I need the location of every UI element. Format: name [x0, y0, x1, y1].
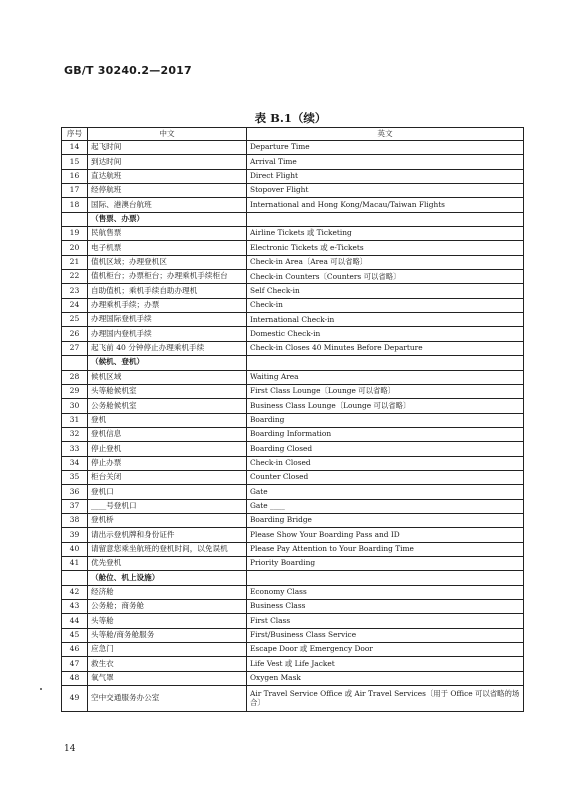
table-row [62, 141, 524, 155]
table-row [62, 341, 524, 355]
chinese-term: 请出示登机牌和身份证件 [88, 528, 247, 542]
table-row [62, 585, 524, 599]
table-row [62, 485, 524, 499]
table-row [62, 255, 524, 269]
english-term: Business Class Lounge〔Lounge 可以省略〕 [247, 399, 524, 413]
english-term: International Check-in [247, 313, 524, 327]
scan-mark [40, 688, 42, 690]
row-number: 38 [62, 513, 88, 527]
row-number: 40 [62, 542, 88, 556]
chinese-term: 空中交通服务办公室 [88, 686, 247, 712]
chinese-term: 头等舱 [88, 614, 247, 628]
english-term [247, 212, 524, 226]
chinese-term: （舱位、机上设施） [88, 571, 247, 585]
table-row [62, 227, 524, 241]
chinese-term: ____号登机口 [88, 499, 247, 513]
chinese-term: 停止登机 [88, 442, 247, 456]
row-number: 49 [62, 686, 88, 712]
table-row [62, 513, 524, 527]
english-term: Oxygen Mask [247, 671, 524, 685]
english-term: Priority Boarding [247, 556, 524, 570]
document-code: GB/T 30240.2—2017 [64, 64, 192, 77]
table-row [62, 528, 524, 542]
english-term: Boarding Closed [247, 442, 524, 456]
table-row [62, 384, 524, 398]
chinese-term: 头等舱/商务舱服务 [88, 628, 247, 642]
chinese-term: （售票、办票） [88, 212, 247, 226]
row-number: 16 [62, 169, 88, 183]
row-number: 29 [62, 384, 88, 398]
english-term: Direct Flight [247, 169, 524, 183]
chinese-term: 办理乘机手续；办票 [88, 298, 247, 312]
row-number: 34 [62, 456, 88, 470]
english-term: International and Hong Kong/Macau/Taiwan Flights [247, 198, 524, 212]
row-number: 22 [62, 270, 88, 284]
table-row [62, 643, 524, 657]
chinese-term: 国际、港澳台航班 [88, 198, 247, 212]
english-term: Gate [247, 485, 524, 499]
english-term: Economy Class [247, 585, 524, 599]
chinese-term: 头等舱候机室 [88, 384, 247, 398]
english-term: Check-in Area〔Area 可以省略〕 [247, 255, 524, 269]
chinese-term: 公务舱；商务舱 [88, 600, 247, 614]
english-term [247, 571, 524, 585]
table-row [62, 169, 524, 183]
chinese-term: 候机区域 [88, 370, 247, 384]
table-row [62, 327, 524, 341]
row-number [62, 356, 88, 370]
column-header-english: 英文 [247, 128, 524, 141]
table-row [62, 198, 524, 212]
table-row [62, 427, 524, 441]
table-row [62, 442, 524, 456]
table-row [62, 155, 524, 169]
row-number [62, 571, 88, 585]
english-term: Arrival Time [247, 155, 524, 169]
table-header-row [62, 128, 524, 141]
chinese-term: 登机信息 [88, 427, 247, 441]
table-row [62, 241, 524, 255]
row-number: 25 [62, 313, 88, 327]
english-term: Waiting Area [247, 370, 524, 384]
chinese-term: 优先登机 [88, 556, 247, 570]
english-term: Boarding Bridge [247, 513, 524, 527]
table-row [62, 556, 524, 570]
chinese-term: 柜台关闭 [88, 470, 247, 484]
chinese-term: 自助值机；乘机手续自助办理机 [88, 284, 247, 298]
english-term: Self Check-in [247, 284, 524, 298]
row-number: 28 [62, 370, 88, 384]
table-row [62, 313, 524, 327]
row-number: 44 [62, 614, 88, 628]
chinese-term: 公务舱候机室 [88, 399, 247, 413]
row-number: 41 [62, 556, 88, 570]
table-row [62, 600, 524, 614]
table-row [62, 284, 524, 298]
english-term: Check-in Counters〔Counters 可以省略〕 [247, 270, 524, 284]
row-number: 45 [62, 628, 88, 642]
row-number: 46 [62, 643, 88, 657]
english-term: Business Class [247, 600, 524, 614]
english-term: Escape Door 或 Emergency Door [247, 643, 524, 657]
english-term: Electronic Tickets 或 e-Tickets [247, 241, 524, 255]
english-term: Departure Time [247, 141, 524, 155]
row-number: 43 [62, 600, 88, 614]
english-term: Air Travel Service Office 或 Air Travel Services〔用于 Office 可以省略的场合〕 [247, 686, 524, 712]
english-term: Check-in Closes 40 Minutes Before Departure [247, 341, 524, 355]
chinese-term: 起飞时间 [88, 141, 247, 155]
table-row [62, 399, 524, 413]
english-term: Counter Closed [247, 470, 524, 484]
column-header-number: 序号 [62, 128, 88, 141]
chinese-term: 电子机票 [88, 241, 247, 255]
table-row [62, 671, 524, 685]
row-number: 19 [62, 227, 88, 241]
english-term [247, 356, 524, 370]
row-number: 48 [62, 671, 88, 685]
chinese-term: 办理国内登机手续 [88, 327, 247, 341]
section-row [62, 356, 524, 370]
row-number: 47 [62, 657, 88, 671]
row-number: 14 [62, 141, 88, 155]
section-row [62, 571, 524, 585]
table-row [62, 270, 524, 284]
table-row [62, 456, 524, 470]
english-term: First Class [247, 614, 524, 628]
english-term: Check-in Closed [247, 456, 524, 470]
section-row [62, 212, 524, 226]
table-body [62, 141, 524, 712]
row-number: 20 [62, 241, 88, 255]
row-number: 26 [62, 327, 88, 341]
english-term: First Class Lounge〔Lounge 可以省略〕 [247, 384, 524, 398]
column-header-chinese: 中文 [88, 128, 247, 141]
table-row [62, 686, 524, 712]
table-title: 表 B.1（续） [254, 111, 327, 125]
chinese-term: 氧气罩 [88, 671, 247, 685]
chinese-term: 救生衣 [88, 657, 247, 671]
english-term: Airline Tickets 或 Ticketing [247, 227, 524, 241]
chinese-term: 起飞前 40 分钟停止办理乘机手续 [88, 341, 247, 355]
table-row [62, 413, 524, 427]
row-number: 23 [62, 284, 88, 298]
page-number: 14 [64, 744, 76, 754]
english-term: Please Show Your Boarding Pass and ID [247, 528, 524, 542]
table-row [62, 470, 524, 484]
english-term: Domestic Check-in [247, 327, 524, 341]
row-number: 39 [62, 528, 88, 542]
table-row [62, 628, 524, 642]
table-row [62, 298, 524, 312]
row-number: 21 [62, 255, 88, 269]
chinese-term: （候机、登机） [88, 356, 247, 370]
chinese-term: 应急门 [88, 643, 247, 657]
chinese-term: 办理国际登机手续 [88, 313, 247, 327]
row-number: 42 [62, 585, 88, 599]
row-number: 30 [62, 399, 88, 413]
chinese-term: 民航售票 [88, 227, 247, 241]
row-number: 31 [62, 413, 88, 427]
english-term: First/Business Class Service [247, 628, 524, 642]
chinese-term: 经停航班 [88, 184, 247, 198]
terms-table [61, 127, 524, 712]
table-row [62, 184, 524, 198]
english-term: Please Pay Attention to Your Boarding Time [247, 542, 524, 556]
chinese-term: 到达时间 [88, 155, 247, 169]
chinese-term: 登机口 [88, 485, 247, 499]
row-number: 18 [62, 198, 88, 212]
row-number: 35 [62, 470, 88, 484]
table-row [62, 614, 524, 628]
chinese-term: 经济舱 [88, 585, 247, 599]
row-number: 27 [62, 341, 88, 355]
row-number: 33 [62, 442, 88, 456]
chinese-term: 停止办票 [88, 456, 247, 470]
chinese-term: 登机桥 [88, 513, 247, 527]
english-term: Life Vest 或 Life Jacket [247, 657, 524, 671]
row-number: 15 [62, 155, 88, 169]
chinese-term: 值机区域；办理登机区 [88, 255, 247, 269]
english-term: Boarding [247, 413, 524, 427]
chinese-term: 请留意您乘坐航班的登机时间，以免误机 [88, 542, 247, 556]
row-number: 37 [62, 499, 88, 513]
chinese-term: 登机 [88, 413, 247, 427]
english-term: Check-in [247, 298, 524, 312]
table-row [62, 657, 524, 671]
table-row [62, 542, 524, 556]
english-term: Gate ____ [247, 499, 524, 513]
chinese-term: 值机柜台；办票柜台；办理乘机手续柜台 [88, 270, 247, 284]
row-number: 32 [62, 427, 88, 441]
table-row [62, 370, 524, 384]
table-row [62, 499, 524, 513]
row-number [62, 212, 88, 226]
chinese-term: 直达航班 [88, 169, 247, 183]
english-term: Boarding Information [247, 427, 524, 441]
english-term: Stopover Flight [247, 184, 524, 198]
row-number: 24 [62, 298, 88, 312]
row-number: 17 [62, 184, 88, 198]
row-number: 36 [62, 485, 88, 499]
